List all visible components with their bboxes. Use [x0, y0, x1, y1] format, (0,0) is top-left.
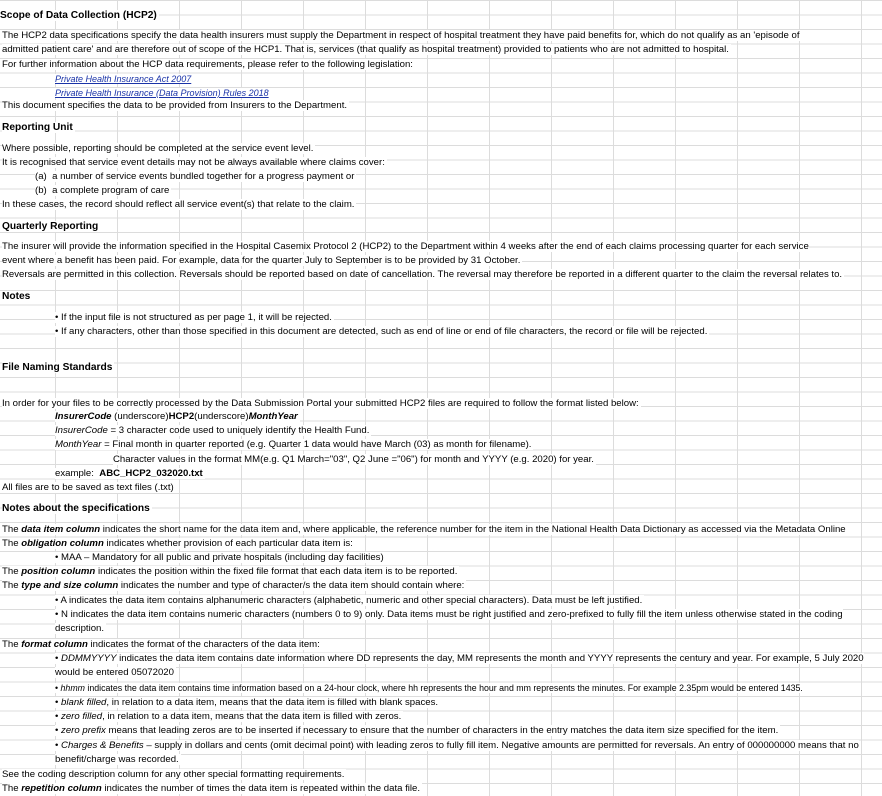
- reporting-unit-item-a: (a) a number of service events bundled together for a progress payment or: [35, 171, 355, 182]
- scope-document-note: This document specifies the data to be provided from Insurers to the Department.: [2, 100, 348, 111]
- file-naming-heading: File Naming Standards: [2, 362, 113, 373]
- spec-position-column: The position column indicates the position within the fixed file format that each data item is to be reported.: [2, 566, 458, 577]
- scope-heading: Scope of Data Collection (HCP2): [0, 10, 157, 21]
- reporting-unit-p3: In these cases, the record should reflect all service event(s) that relate to the claim.: [2, 199, 355, 210]
- quarterly-p1: The insurer will provide the information specified in the Hospital Casemix Protocol 2 (HCP2) to the Department within 4 weeks after the end of each claims processing quarter for each service event where a benefit has been paid. For example, data for the quarter July to September is to be provided by 31 October.: [2, 241, 809, 266]
- spec-type-n-bullet: • N indicates the data item contains numeric characters (numbers 0 to 9) only. Data items must be right justified and zero-prefixed to fully fill the item unless otherwise stated in the coding description.: [55, 609, 843, 634]
- scope-legislation-intro: For further information about the HCP data requirements, please refer to the following legislation:: [2, 59, 413, 70]
- quarterly-p2: Reversals are permitted in this collection. Reversals should be reported based on date of cancellation. The reversal may therefore be reported in a different quarter to the claim the reversal relates to.: [2, 269, 843, 280]
- spec-charges-benefits-bullet: • Charges & Benefits – supply in dollars and cents (omit decimal point) with leading zeros to fully fill item. Negative amounts are permitted for reversals. An entry of 000000000 means that no benefit/charge was recorded.: [55, 740, 859, 765]
- file-naming-txt-note: All files are to be saved as text files (.txt): [2, 482, 174, 493]
- spec-blank-filled-bullet: • blank filled, in relation to a data item, means that the data item is filled with blank spaces.: [55, 697, 439, 708]
- file-naming-month-year: MonthYear = Final month in quarter reported (e.g. Quarter 1 data would have March (03) as month for filename).: [55, 439, 532, 450]
- reporting-unit-heading: Reporting Unit: [2, 122, 73, 133]
- spec-data-item-column: The data item column indicates the short name for the data item and, where applicable, the reference number for the item in the National Health Data Dictionary as accessed via the Metadata Online: [2, 524, 846, 535]
- spec-see-coding: See the coding description column for any other special formatting requirements.: [2, 769, 345, 780]
- spec-format-column: The format column indicates the format of the characters of the data item:: [2, 639, 320, 650]
- reporting-unit-item-b: (b) a complete program of care: [35, 185, 170, 196]
- quarterly-heading: Quarterly Reporting: [2, 221, 99, 232]
- link-phi-act[interactable]: Private Health Insurance Act 2007: [55, 74, 192, 84]
- reporting-unit-p2: It is recognised that service event details may not be always available where claims cover:: [2, 157, 385, 168]
- spec-repetition-column: The repetition column indicates the number of times the data item is repeated within the data file.: [2, 783, 421, 794]
- notes-bullet-1: • If the input file is not structured as per page 1, it will be rejected.: [55, 312, 332, 323]
- file-naming-intro: In order for your files to be correctly processed by the Data Submission Portal your submitted HCP2 files are required to follow the format listed below:: [2, 398, 639, 409]
- notes-heading: Notes: [2, 291, 31, 302]
- spec-obligation-column: The obligation column indicates whether provision of each particular data item is:: [2, 538, 353, 549]
- file-naming-format: InsurerCode (underscore)HCP2(underscore)MonthYear: [55, 411, 298, 422]
- spec-ddmmyyyy-bullet: • DDMMYYYY indicates the data item contains date information where DD represents the day, MM represents the month and YYYY represents the century and year. For example, 5 July 2020 would be entered 05072020: [55, 653, 864, 678]
- link-data-provision-rules[interactable]: Private Health Insurance (Data Provision) Rules 2018: [55, 88, 269, 98]
- spec-maa-bullet: • MAA – Mandatory for all public and private hospitals (including day facilities): [55, 552, 384, 563]
- spec-notes-heading: Notes about the specifications: [2, 503, 150, 514]
- spec-zero-prefix-bullet: • zero prefix means that leading zeros are to be inserted if necessary to ensure that the number of characters in the entry matches the data item size specified for the item.: [55, 725, 779, 736]
- spec-zero-filled-bullet: • zero filled, in relation to a data item, means that the data item is filled with zeros.: [55, 711, 402, 722]
- spec-hhmm-bullet: • hhmm indicates the data item contains time information based on a 24-hour clock, where hh represents the hour and mm represents the minutes. For example 2.35pm would be entered 1435.: [55, 683, 803, 693]
- scope-paragraph: The HCP2 data specifications specify the data health insurers must supply the Department in respect of hospital treatment they have paid benefits for, which do not qualify as an 'episode of admitted patient care' and are therefore out of scope of the HCP1. That is, services (that qualify as hospital treatment) provided to patients who are not admitted to hospital.: [2, 30, 800, 55]
- notes-bullet-2: • If any characters, other than those specified in this document are detected, such as end of line or end of file characters, the record or file will be rejected.: [55, 326, 708, 337]
- spec-type-size-column: The type and size column indicates the number and type of character/s the data item should contain where:: [2, 580, 465, 591]
- file-naming-insurer-code: InsurerCode = 3 character code used to uniquely identify the Health Fund.: [55, 425, 370, 436]
- file-naming-char-values: Character values in the format MM(e.g. Q1 March="03", Q2 June ="06") for month and YYYY (e.g. 2020) for year.: [113, 454, 594, 465]
- spec-type-a-bullet: • A indicates the data item contains alphanumeric characters (alphabetic, numeric and other special characters). Data must be left justified.: [55, 595, 643, 606]
- file-naming-example: example: ABC_HCP2_032020.txt: [55, 468, 203, 479]
- reporting-unit-p1: Where possible, reporting should be completed at the service event level.: [2, 143, 314, 154]
